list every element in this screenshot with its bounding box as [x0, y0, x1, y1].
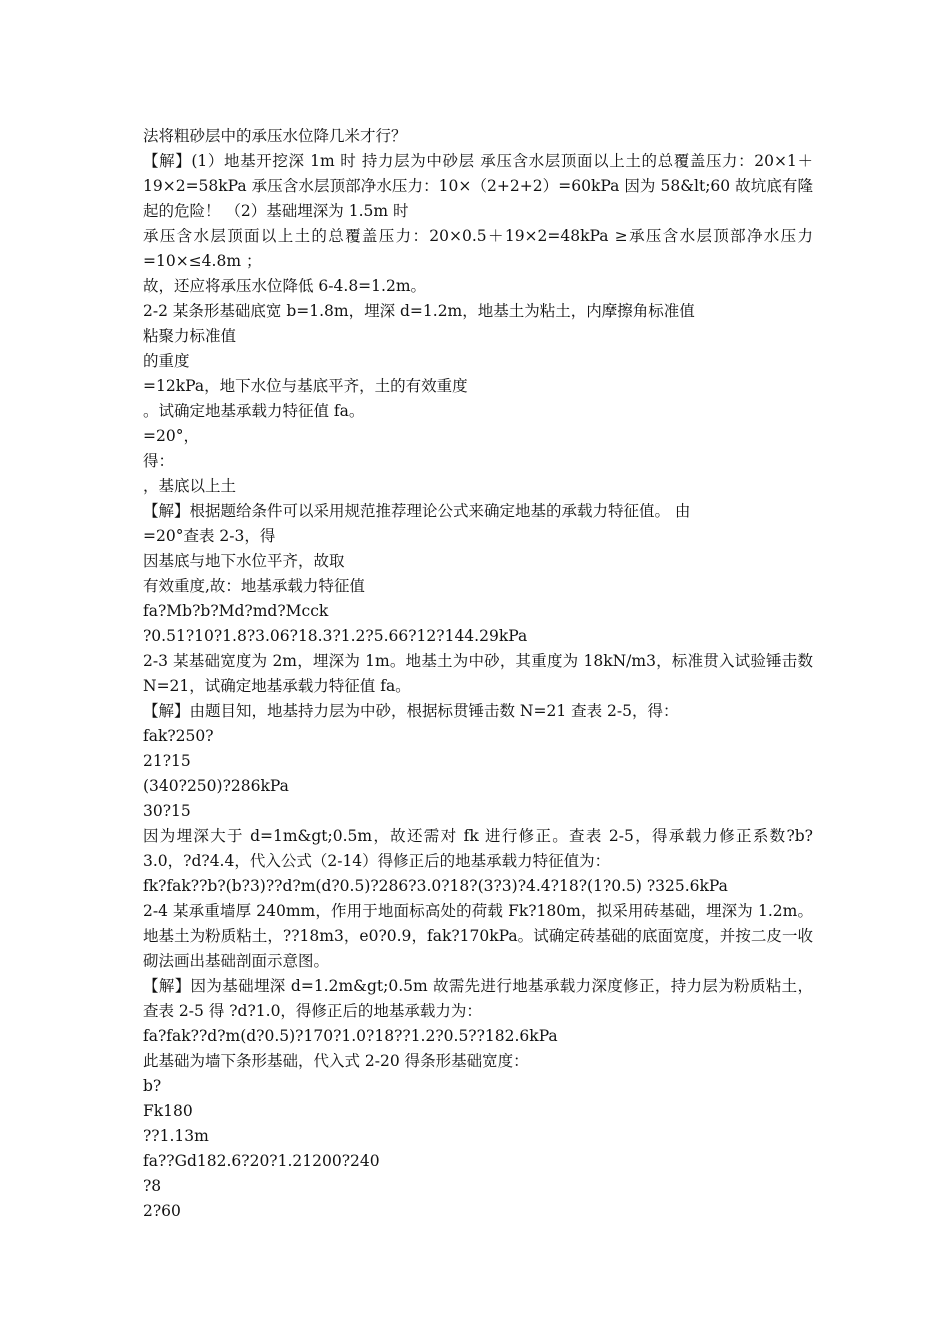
text-line: 故，还应将承压水位降低 6-4.8=1.2m。	[143, 277, 427, 295]
formula-line: fa??Gd182.6?20?1.21200?240	[143, 1152, 380, 1170]
text-line: ，基底以上土	[143, 477, 237, 495]
formula-line: fa?fak??d?m(d?0.5)?170?1.0?18??1.2?0.5??182.6kPa	[143, 1027, 558, 1045]
text-line: =12kPa，地下水位与基底平齐，土的有效重度	[143, 377, 468, 395]
text-line: 得：	[143, 452, 175, 470]
text-line: 。试确定地基承载力特征值 fa。	[143, 402, 365, 420]
formula-line: Fk180	[143, 1102, 193, 1120]
formula-line: fak?250?	[143, 727, 214, 745]
formula-line: b?	[143, 1077, 162, 1095]
formula-line: 2?60	[143, 1202, 181, 1220]
text-paragraph: 承压含水层顶面以上土的总覆盖压力：20×0.5＋19×2=48kPa ≥承压含水层顶部净水压力=10×≤4.8m ；	[143, 227, 813, 270]
formula-line: fa?Mb?b?Md?md?Mcck	[143, 602, 329, 620]
problem-heading: 2-2 某条形基础底宽 b=1.8m，埋深 d=1.2m，地基土为粘土，内摩擦角标准值	[143, 302, 695, 320]
document-page	[143, 124, 813, 1224]
formula-line: (340?250)?286kPa	[143, 777, 289, 795]
problem-paragraph: 2-4 某承重墙厚 240mm，作用于地面标高处的荷载 Fk?180m，拟采用砖基础，埋深为 1.2m。地基土为粉质粘土，??18m3，e0?0.9，fak?170kPa。试确定砖基础的底面宽度，并按二皮一收砌法画出基础剖面示意图。	[143, 902, 813, 970]
formula-line: 21?15	[143, 752, 191, 770]
formula-line: 30?15	[143, 802, 191, 820]
formula-line: ?0.51?10?1.8?3.06?18.3?1.2?5.66?12?144.29kPa	[143, 627, 528, 645]
text-line: =20°查表 2-3，得	[143, 527, 276, 545]
solution-paragraph: 【解】(1）地基开挖深 1m 时 持力层为中砂层 承压含水层顶面以上土的总覆盖压力：20×1＋19×2=58kPa 承压含水层顶部净水压力：10×（2+2+2）=60kPa 因为 58&lt;60 故坑底有隆起的危险！ （2）基础埋深为 1.5m 时	[143, 152, 813, 220]
text-line: 因基底与地下水位平齐，故取	[143, 552, 345, 570]
text-line: 粘聚力标准值	[143, 327, 237, 345]
solution-paragraph: 【解】因为基础埋深 d=1.2m&gt;0.5m 故需先进行地基承载力深度修正，持力层为粉质粘土，查表 2-5 得 ?d?1.0，得修正后的地基承载力为：	[143, 977, 813, 1020]
formula-line: ??1.13m	[143, 1127, 209, 1145]
solution-line: 【解】由题目知，地基持力层为中砂，根据标贯锤击数 N=21 查表 2-5，得：	[143, 702, 679, 720]
text-line: 此基础为墙下条形基础，代入式 2-20 得条形基础宽度：	[143, 1052, 529, 1070]
formula-line: ?8	[143, 1177, 162, 1195]
problem-paragraph: 2-3 某基础宽度为 2m，埋深为 1m。地基土为中砂，其重度为 18kN/m3，标准贯入试验锤击数 N=21，试确定地基承载力特征值 fa。	[143, 652, 813, 695]
text-paragraph: 因为埋深大于 d=1m&gt;0.5m，故还需对 fk 进行修正。查表 2-5，得承载力修正系数?b?3.0，?d?4.4，代入公式（2-14）得修正后的地基承载力特征值为：	[143, 827, 813, 870]
text-line: 有效重度,故：地基承载力特征值	[143, 577, 365, 595]
text-line: =20°，	[143, 427, 199, 445]
solution-line: 【解】根据题给条件可以采用规范推荐理论公式来确定地基的承载力特征值。 由	[143, 502, 691, 520]
text-line: 的重度	[143, 352, 190, 370]
formula-line: fk?fak??b?(b?3)??d?m(d?0.5)?286?3.0?18?(3?3)?4.4?18?(1?0.5) ?325.6kPa	[143, 877, 728, 895]
text-line: 法将粗砂层中的承压水位降几米才行？	[143, 127, 407, 145]
